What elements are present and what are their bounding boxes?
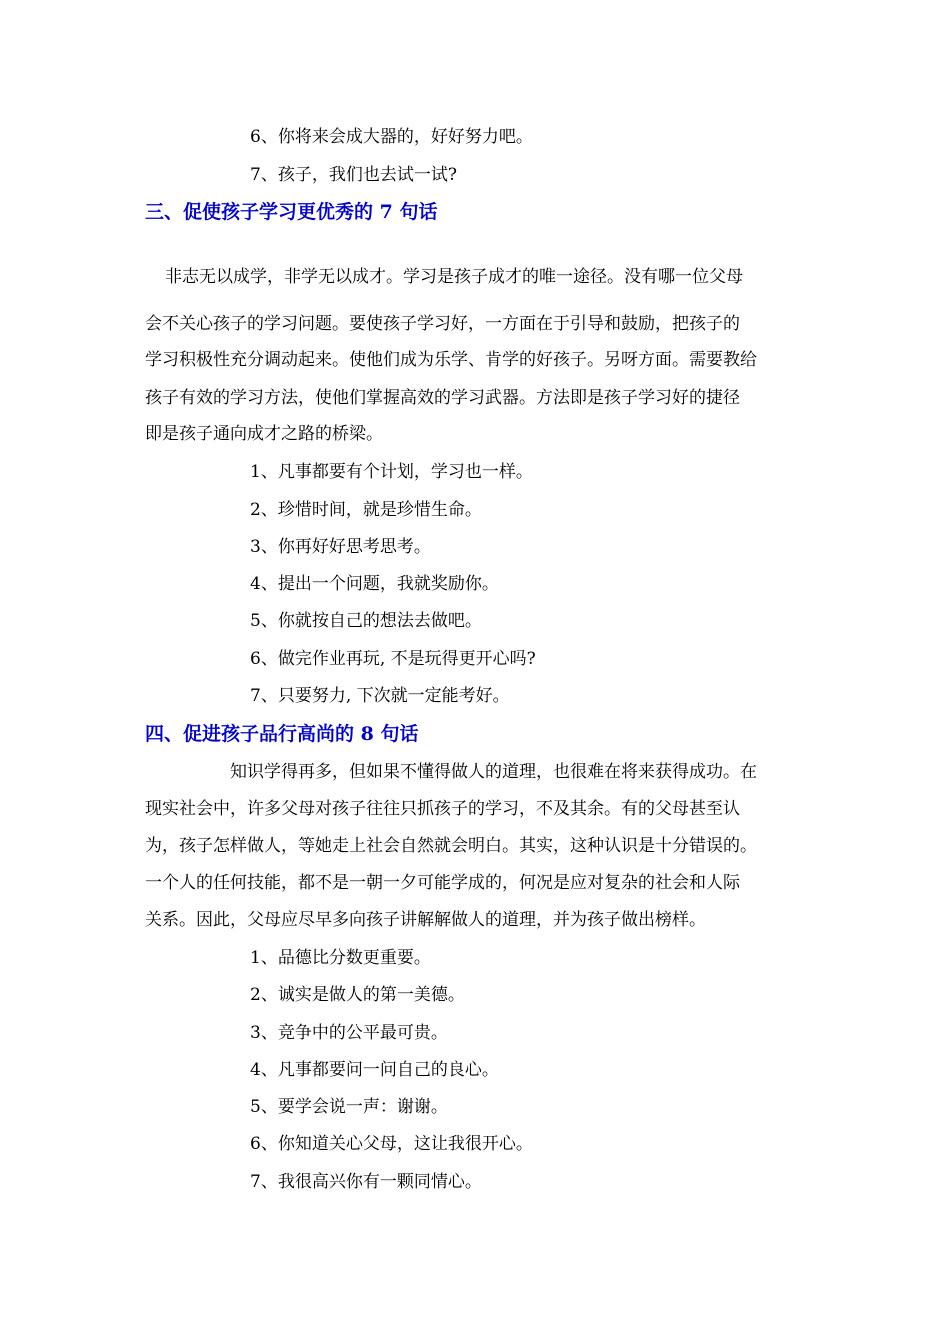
list-item: 4、提出一个问题，我就奖励你。 [250, 574, 499, 594]
list-item: 7、我很高兴你有一颗同情心。 [250, 1172, 482, 1192]
section-heading: 三、促使孩子学习更优秀的 7 句话 [145, 201, 438, 223]
paragraph-line: 孩子有效的学习方法，使他们掌握高效的学习武器。方法即是孩子学习好的捷径 [145, 388, 740, 408]
list-item: 6、你将来会成大器的，好好努力吧。 [250, 127, 533, 147]
list-item: 5、要学会说一声：谢谢。 [250, 1097, 448, 1117]
list-item: 6、做完作业再玩, 不是玩得更开心吗? [250, 649, 536, 669]
paragraph-line: 现实社会中，许多父母对孩子往往只抓孩子的学习，不及其余。有的父母甚至认 [145, 799, 740, 819]
section-heading: 四、促进孩子品行高尚的 8 句话 [145, 723, 419, 745]
list-item: 1、品德比分数更重要。 [250, 948, 431, 968]
list-item: 1、凡事都要有个计划，学习也一样。 [250, 462, 533, 482]
list-item: 6、你知道关心父母，这让我很开心。 [250, 1134, 533, 1154]
paragraph-line: 为，孩子怎样做人，等她走上社会自然就会明白。其实，这种认识是十分错误的。 [145, 836, 757, 856]
list-item: 4、凡事都要问一问自己的良心。 [250, 1060, 499, 1080]
paragraph-line: 即是孩子通向成才之路的桥梁。 [145, 424, 383, 444]
paragraph-line: 非志无以成学，非学无以成才。学习是孩子成才的唯一途径。没有哪一位父母 [165, 267, 743, 287]
paragraph-line: 一个人的任何技能，都不是一朝一夕可能学成的，何况是应对复杂的社会和人际 [145, 873, 740, 893]
paragraph-line: 知识学得再多，但如果不懂得做人的道理，也很难在将来获得成功。在 [230, 762, 757, 782]
paragraph-line: 会不关心孩子的学习问题。要使孩子学习好，一方面在于引导和鼓励，把孩子的 [145, 314, 740, 334]
list-item: 3、竞争中的公平最可贵。 [250, 1023, 448, 1043]
paragraph-line: 关系。因此，父母应尽早多向孩子讲解解做人的道理，并为孩子做出榜样。 [145, 910, 706, 930]
paragraph-line: 学习积极性充分调动起来。使他们成为乐学、肯学的好孩子。另呀方面。需要教给 [145, 350, 757, 370]
list-item: 2、珍惜时间，就是珍惜生命。 [250, 500, 482, 520]
list-item: 3、你再好好思考思考。 [250, 537, 431, 557]
list-item: 7、孩子，我们也去试一试? [250, 165, 457, 185]
list-item: 5、你就按自己的想法去做吧。 [250, 611, 482, 631]
list-item: 2、诚实是做人的第一美德。 [250, 985, 465, 1005]
list-item: 7、只要努力, 下次就一定能考好。 [250, 686, 510, 706]
